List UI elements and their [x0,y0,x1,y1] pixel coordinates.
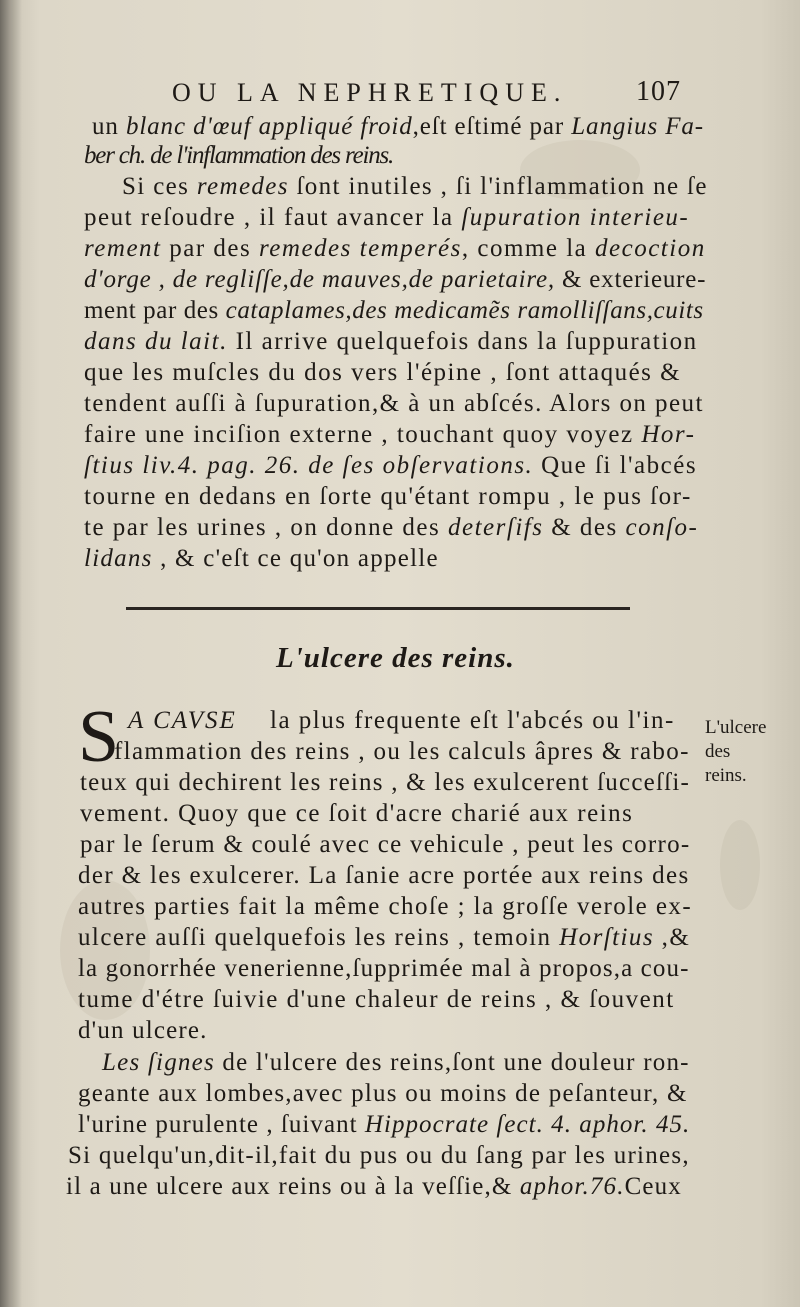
roman-text: & exterieure- [554,266,707,293]
roman-text: der & les exulcerer. La ſanie acre portée aux reins des [78,862,690,889]
text-line [84,327,698,357]
roman-text: vement. Quoy que ce ſoit d'acre charié aux reins [80,800,634,827]
roman-text: geante aux lombes,avec plus ou moins de peſanteur, & [78,1080,688,1107]
roman-text: tendent auſſi à ſupuration,& à un abſcés. Alors on peut [84,390,704,417]
roman-text: que les muſcles du dos vers l'épine , ſont attaqués & [84,359,682,386]
text-line [78,861,690,891]
text-line [84,234,706,264]
italic-text: lidans [84,545,153,572]
text-line [78,985,675,1015]
roman-text: tourne en dedans en ſorte qu'étant rompu , le pus ſor- [84,483,692,510]
text-line [84,544,439,574]
italic-text: aphor.76. [519,1173,625,1200]
roman-text: d'un ulcere. [78,1017,208,1044]
italic-text: decoction [595,235,706,262]
text-line [84,358,681,388]
text-line [78,923,690,953]
italic-text: cataplames,des medicamẽs ramolliſſans,cuits [225,297,704,324]
italic-text: rement [84,235,162,262]
italic-text: dans du lait. [84,328,228,355]
drop-cap: S [78,696,120,778]
italic-text: Horſtius [559,924,654,951]
roman-text: , comme la [461,235,596,262]
text-line [114,737,690,767]
roman-text: ,eſt eſtimé par [412,113,572,140]
text-line [78,1079,688,1109]
text-line [80,768,690,798]
roman-text: peut reſoudre , il faut avancer la [84,204,462,231]
section-divider [126,607,630,610]
section-first-words: A CAVSE [128,707,237,734]
roman-text: faire une inciſion externe , touchant quoy voyez [84,421,642,448]
roman-text: ulcere auſſi quelquefois les reins , temoin [78,924,560,951]
roman-text: ,& [653,924,691,951]
roman-text: & des [543,514,626,541]
roman-text: il a une ulcere aux reins ou à la veſſie,& [66,1173,520,1200]
paper-stain [720,820,760,910]
section-title: L'ulcere des reins. [276,642,515,674]
text-line [128,706,675,736]
text-line [78,1016,208,1046]
margin-note-line: des [705,741,731,762]
page-spine-shadow [0,0,22,1307]
italic-text: ber ch. de l'inflammation des reins. [84,142,394,169]
italic-text: remedes temperés [259,235,462,262]
text-line [84,513,698,543]
text-line [78,892,692,922]
text-line [80,830,690,860]
margin-note [705,716,800,788]
text-line [84,296,704,326]
text-line [122,172,708,202]
text-line [92,112,704,142]
roman-text: ment par des [84,297,226,324]
text-line [84,389,704,419]
margin-note-line: reins. [705,765,747,786]
roman-text: de l'ulcere des reins,ſont une douleur ron- [214,1049,690,1076]
italic-text: blanc d'œuf appliqué froid [125,113,413,140]
roman-text: Si quelqu'un,dit-il,fait du pus ou du ſang par les urines, [68,1142,690,1169]
text-line [84,203,689,233]
roman-text: la plus frequente eſt l'abcés ou l'in- [270,707,675,734]
text-line [84,141,393,171]
roman-text: la gonorrhée venerienne,ſupprimée mal à propos,a cou- [78,955,690,982]
roman-text: teux qui dechirent les reins , & les exulcerent ſucceſſi- [80,769,691,796]
roman-text: Si ces [122,173,197,200]
text-line [84,451,697,481]
roman-text: Ceux [624,1173,682,1200]
text-line [84,420,695,450]
italic-text: remedes [196,173,289,200]
italic-text: deterſifs [448,514,544,541]
roman-text: Il arrive quelquefois dans la ſuppuration [227,328,698,355]
text-line [80,799,633,829]
text-line [84,482,692,512]
text-line [102,1048,690,1078]
italic-text: Hor- [641,421,696,448]
roman-text: , & c'eſt ce qu'on appelle [152,545,439,572]
page-header [0,74,800,110]
italic-text: Hippocrate ſect. 4. aphor. 45. [364,1111,691,1138]
roman-text: Que ſi l'abcés [533,452,698,479]
italic-text: ſtius liv.4. pag. 26. de ſes obſervations. [84,452,534,479]
roman-text: par le ſerum & coulé avec ce vehicule , peut les corro- [80,831,691,858]
margin-note-line: L'ulcere [705,717,767,738]
roman-text: ſont inutiles , ſi l'inflammation ne ſe [288,173,708,200]
text-line [84,265,706,295]
italic-text: Les ſignes [102,1049,215,1076]
roman-text: tume d'étre ſuivie d'une chaleur de reins , & ſouvent [78,986,675,1013]
italic-text: conſo- [625,514,699,541]
roman-text: par des [161,235,259,262]
italic-text: ſupuration interieu- [461,204,690,231]
running-head: OU LA NEPHRETIQUE. [172,78,568,107]
text-line [78,954,690,984]
text-line [78,1110,690,1140]
roman-text: flammation des reins , ou les calculs âpres & rabo- [114,738,690,765]
text-line [66,1172,682,1202]
italic-text: d'orge , de regliſſe,de mauves,de parietaire, [84,266,555,293]
text-line [68,1141,690,1171]
roman-text: un [92,113,126,140]
roman-text: autres parties fait la même choſe ; la groſſe verole ex- [78,893,693,920]
italic-text: Langius Fa- [571,113,705,140]
roman-text: l'urine purulente , ſuivant [78,1111,365,1138]
roman-text: te par les urines , on donne des [84,514,449,541]
page-number: 107 [636,76,681,107]
